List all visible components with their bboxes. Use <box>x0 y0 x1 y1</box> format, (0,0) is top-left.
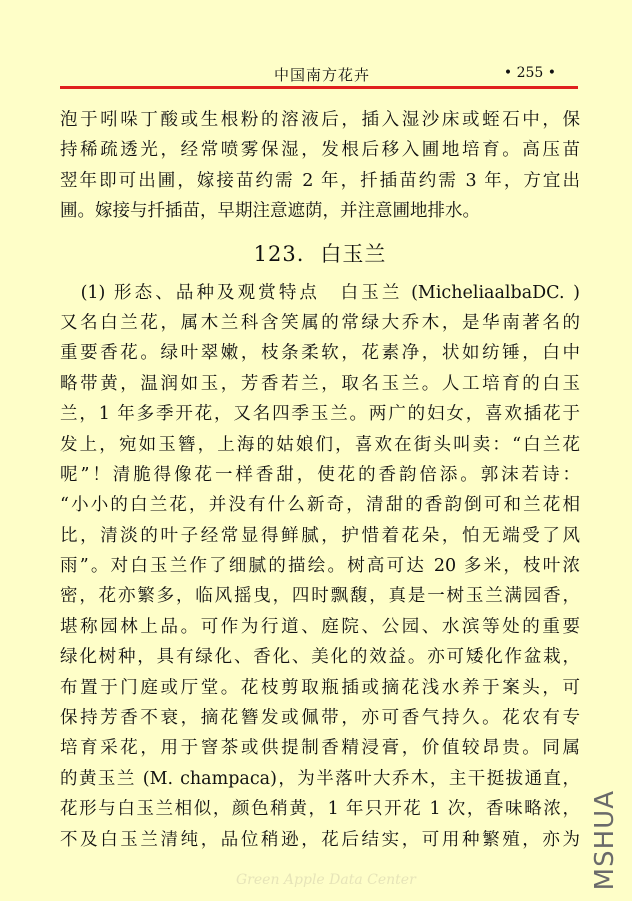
bottom-watermark: Green Apple Data Center <box>236 872 416 888</box>
body-paragraph <box>60 278 580 855</box>
text-line: 比，清淡的叶子经常显得鲜腻，护惜着花朵，怕无端受了风 <box>60 525 580 546</box>
text-line: 翌年即可出圃，嫁接苗约需 2 年，扦插苗约需 3 年，方宜出 <box>60 170 580 191</box>
text-line: 绿化树种，具有绿化、香化、美化的效益。亦可矮化作盆栽， <box>60 647 580 668</box>
text-line: 兰，1 年多季开花，又名四季玉兰。两广的妇女，喜欢插花于 <box>60 404 580 425</box>
page-body <box>60 105 580 855</box>
header-rule <box>60 86 578 89</box>
text-line: 不及白玉兰清纯，品位稍逊，花后结实，可用种繁殖，亦为 <box>60 829 580 850</box>
text-line: 堪称园林上品。可作为行道、庭院、公园、水滨等处的重要 <box>60 616 580 637</box>
text-line: 重要香花。绿叶翠嫩，枝条柔软，花素净，状如纺锤，白中 <box>60 343 580 364</box>
text-line: (1) 形态、品种及观赏特点 白玉兰 (MicheliaalbaDC. ) <box>60 282 580 303</box>
section-heading <box>60 230 580 278</box>
side-watermark: MSHUA <box>590 790 620 891</box>
text-line: 呢”！清脆得像花一样香甜，使花的香韵倍添。郭沫若诗： <box>60 464 580 485</box>
text-line: 培育采花，用于窨茶或供提制香精浸膏，价值较昂贵。同属 <box>60 738 580 759</box>
section-title: 白玉兰 <box>320 241 387 266</box>
text-line: 密，花亦繁多，临风摇曳，四时飘馥，真是一树玉兰满园香， <box>60 586 580 607</box>
running-title: 中国南方花卉 <box>274 66 371 84</box>
text-line: 又名白兰花，属木兰科含笑属的常绿大乔木，是华南著名的 <box>60 312 580 333</box>
text-line: 持稀疏透光，经常喷雾保湿，发根后移入圃地培育。高压苗 <box>60 140 580 161</box>
text-line: 发上，宛如玉簪，上海的姑娘们，喜欢在街头叫卖：“白兰花 <box>60 434 580 455</box>
text-line: 保持芳香不衰，摘花簪发或佩带，亦可香气持久。花农有专 <box>60 708 580 729</box>
text-line: 的黄玉兰 (M. champaca)，为半落叶大乔木，主干挺拔通直， <box>60 768 580 789</box>
section-number: 123. <box>253 241 305 266</box>
page-number: • 255 • <box>503 65 556 81</box>
text-line: 布置于门庭或厅堂。花枝剪取瓶插或摘花浅水养于案头，可 <box>60 677 580 698</box>
text-line: “小小的白兰花，并没有什么新奇，清甜的香韵倒可和兰花相 <box>60 495 580 516</box>
text-line: 圃。嫁接与扦插苗，早期注意遮荫，并注意圃地排水。 <box>60 201 480 222</box>
text-line: 雨”。对白玉兰作了细腻的描绘。树高可达 20 多米，枝叶浓 <box>60 556 580 577</box>
page-header <box>60 64 578 88</box>
text-line: 花形与白玉兰相似，颜色稍黄，1 年只开花 1 次，香味略浓， <box>60 799 580 820</box>
text-line: 略带黄，温润如玉，芳香若兰，取名玉兰。人工培育的白玉 <box>60 373 580 394</box>
intro-paragraph <box>60 105 580 227</box>
text-line: 泡于吲哚丁酸或生根粉的溶液后，插入湿沙床或蛭石中，保 <box>60 110 580 130</box>
